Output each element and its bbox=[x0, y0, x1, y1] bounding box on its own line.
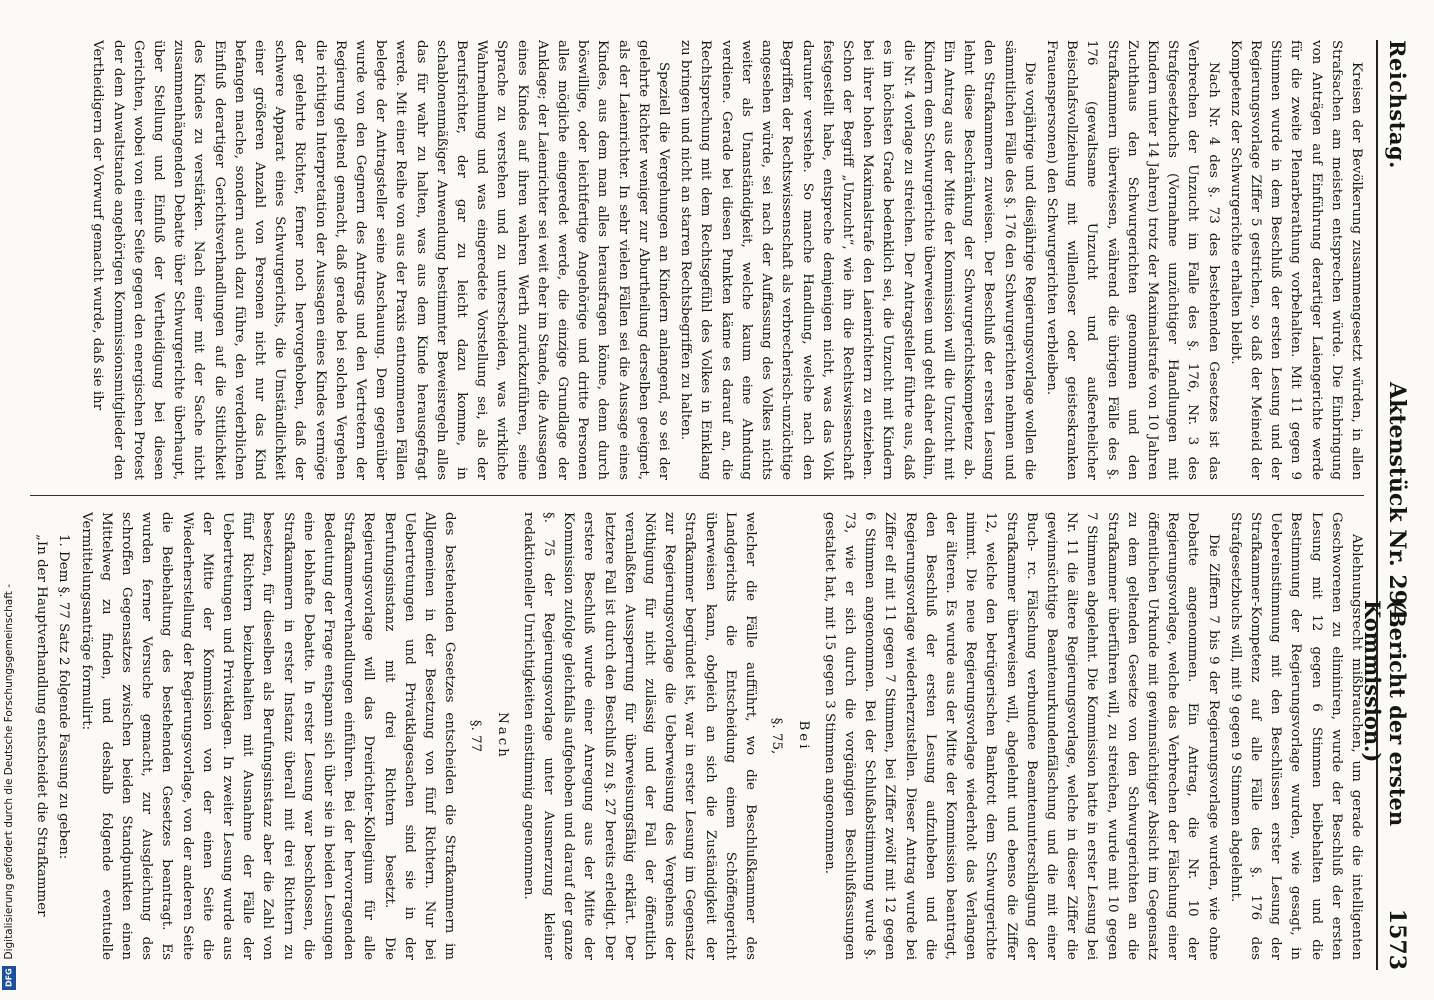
paragraph: Speziell die Vergehungen an Kindern anlangend, so sei der gelehrte Richter weniger zur Aburtheilung derselben geeignet, als der Laienrichter. In sehr vielen Fällen sei die Aussage eines Kindes, aus dem man alles herausfragen könne, denn durch böswillige, oder leichtfertige Angehörige und dritte Personen alles mögliche eingeredet werde, die einzige Grundlage der Anklage; der Laienrichter sei weit eher im Stande, die Aussagen eines Kindes auf ihren wahren Werth zurückzuführen, seine Sprache zu verstehen und zu unterscheiden, was wirkliche Wahrnehmung und was eingeredete Vorstellung sei, als der Berufsrichter, der gar zu leicht dazu komme, in schablonenmäßiger Anwendung bestimmter Beweisregeln alles das für wahr zu halten, was aus dem Kinde herausgefragt werde. Mit einer Reihe von aus der Praxis entnommenen Fällen belegte der Antragsteller seine Anschauung. Dem gegenüber wurde von den Gegnern des Antrags und den Vertretern der Regierung geltend gemacht, daß gerade bei solchen Vergehen die richtigen Interpretation der Aussagen eines Kindes vermöge der gelehrte Richter, ferner noch hervorgehoben, daß der schwere Apparat eines Schwurgerichts, die Umständlichkeit einer größeren Anzahl von Personen nicht nur das Kind befangen mache, sondern auch dazu führe, den verderblichen Einfluß derartiger Gerichtsverhandlungen auf die Sittlichkeit des Kindes zu verstärken. Nach einer mit der Sache nicht zusammenhängenden Debatte über Schwurgerichte überhaupt, über Stellung und Einfluß der Vertheidigung bei diesen Gerichten, wobei von einer Seite gegen den energischen Protest der dem Anwaltstande angehörigen Kommissionsmitglieder den Vertheidigern der Vorwurf gemacht wurde, daß sie ihr bbox=[90, 40, 672, 480]
paragraph: Die vorjährige und diesjährige Regierungsvorlage wollen die sämmtlichen Fälle des §. 176 den Schwurgerichten nehmen und den Strafkammern zuweisen. Der Beschluß der ersten Lesung lehnt diese Beschränkung der Schwurgerichtskompetenz ab. Ein Antrag aus der Mitte der Kommission will die Unzucht mit Kindern dem Schwurgerichte überweisen und geht daher dahin, die Nr. 4 vorlage zu streichen. Der Antragsteller führte aus, daß es im höchsten Grade bedenklich sei, die Unzucht mit Kindern bei ihrer hohen Maximalstrafe den Laienrichtern zu entziehen. Schon der Begriff „Unzucht“, wie ihn die Rechtswissenschaft festgestellt habe, entspreche demjenigen nicht, was das Volk darunter verstehe. So manche Handlung, welche nach den Begriffen der Rechtswissenschaft als verbrecherisch-unzüchtige angesehen würde, sei nach der Auffassung des Volkes nichts weiter als Unanständigkeit, welche kaum eine Ahndung verdiene. Gerade bei diesen Punkten käme es darauf an, die Rechtsprechung mit dem Rechtsgefühl des Volkes in Einklang zu bringen und nicht an starren Rechtsbegriffen zu halten. bbox=[678, 40, 1037, 480]
funding-notice: Digitalisierung gefördert durch die Deutsche Forschungsgemeinschaft - bbox=[3, 584, 15, 960]
paragraph: Ablehnungsrecht mißbrauchen, um gerade die intelligenten Geschworenen zu eliminiren, wurde der Beschluß der ersten Lesung mit 12 gegen 6 Stimmen beibehalten und die Bestimmung der Regierungsvorlage wurden, wie gesagt, in Uebereinstimmung mit den Beschlüssen erster Lesung der Strafkammer-Kompetenz auf alle Fälle des §. 176 des Strafgesetzbuchs will, mit 9 gegen 9 Stimmen abgelehnt. bbox=[1227, 512, 1364, 960]
digitization-sidebar bbox=[0, 0, 18, 1000]
list-item: 1. Dem §. 77 Satz 2 folgende Fassung zu geben: bbox=[56, 534, 72, 860]
section-75-heading: §. 75, bbox=[769, 717, 785, 755]
page-header bbox=[1360, 40, 1412, 970]
header-title: Aktenstück Nr. 294. bbox=[1384, 382, 1410, 628]
column-divider bbox=[30, 495, 1364, 496]
paragraph: Die Ziffern 7 bis 9 der Regierungsvorlage wurden, wie ohne Debatte angenommen. Ein Antrag, die Nr. 10 der Regierungsvorlage, welche das Verbrechen der Fälschung einer öffentlichen Urkunde mit gewinnsüchtiger Absicht im Gegensatz zu dem geltenden Gesetze von den Schwurgerichten an die Strafkammer überführen will, zu streichen, wurde mit 10 gegen 7 Stimmen abgelehnt. Die Kommission hatte in erster Lesung bei Nr. 11 die ältere Regierungsvorlage, welche in dieser Ziffer die gewinnsüchtige Beamtenurkundenfälschung und die mit einer Buch- rc. Fälschung verbundene Beamtenunterschlagung der Strafkammer überweisen will, abgelehnt und ebenso die Ziffer 12, welche den betrügerischen Bankrott dem Schwurgerichte nimmt. Die neue Regierungsvorlage wiederholt das Verlangen der älteren. Es wurde aus der Mitte der Kommission beantragt, den Beschluß der ersten Lesung aufzuheben und die Regierungsvorlage wiederherzustellen. Dieser Antrag wurde bei Ziffer elf mit 11 gegen 7 Stimmen, bei Ziffer zwölf mit 12 gegen 6 Stimmen angenommen. Bei der Schlußabstimmung wurde §. 73, wie er sich durch die vorgängigen Beschlußfassungen gestaltet hat, mit 15 gegen 3 Stimmen angenommen. bbox=[821, 512, 1221, 960]
page-number: 1573 bbox=[1384, 908, 1410, 970]
paragraph: welcher die Fälle aufführt, wo die Beschlußkammer des Landgerichts die Entscheidung einem Schöffengericht überweisen kann, obgleich an sich die Zuständigkeit der Strafkammer begründet ist, war in erster Lesung im Gegensatz zur Regierungsvorlage die Ueberweisung des Vergehens der Nöthigung für nicht zulässig und der Fall der öffentlich veranlaßten Aussperrung für überweisungsfähig erklärt. Der letztere Fall ist durch den Beschluß zu §. 27 bereits erledigt. Der erstere Beschluß wurde einer Anregung aus der Mitte der Kommission zufolge gleichfalls aufgehoben und darauf der ganze §. 75 der Regierungsvorlage unter Ausmerzung kleiner redaktioneller Unrichtigkeiten einstimmig angenommen. bbox=[520, 512, 759, 960]
paragraph: Kreisen der Bevölkerung zusammengesetzt würden, in allen Strafsachen am meisten entsprechen würde. Die Einbringung von Anträgen auf Einführung derartiger Laiengerichte werde für die zweite Plenarberathung vorbehalten. Mit 11 gegen 9 Stimmen wurde in dem Beschluß der ersten Lesung und der Regierungsvorlage Ziffer 5 gestrichen, so daß der Meineid der Kompetenz der Schwurgerichte erhalten bleibt. bbox=[1227, 40, 1364, 480]
header-subtitle: (Bericht der ersten Kommission.) bbox=[1360, 600, 1410, 827]
nach-heading: Nach bbox=[494, 712, 510, 760]
right-column bbox=[24, 512, 1366, 960]
left-column bbox=[24, 40, 1366, 480]
quote: „In der Hauptverhandlung entscheidet die Strafkammer bbox=[34, 534, 50, 917]
paragraph: Nach Nr. 4 des §. 73 des bestehenden Gesetzes ist das Verbrechen der Unzucht im Falle des §. 176, Nr. 3 des Strafgesetzbuchs (Vornahme unzüchtiger Handlungen mit Kindern unter 14 Jahren) trotz der Maximalstrafe von 10 Jahren Zuchthaus den Schwurgerichten genommen und den Strafkammern überwiesen, während die übrigen Fälle des §. 176 (gewaltsame Unzucht und außerehelicher Beischlafsvollziehung mit willenloser oder geisteskranken Frauenspersonen) den Schwurgerichten verbleiben. bbox=[1043, 40, 1221, 480]
section-77-heading: §. 77 bbox=[468, 719, 484, 753]
header-left: Reichstag. bbox=[1385, 40, 1410, 169]
bei-heading: Bei bbox=[795, 720, 811, 752]
paragraph: des bestehenden Gesetzes entscheiden die Strafkammern im Allgemeinen in der Besetzung von fünf Richtern. Nur bei Uebertretungen und Privatklagesachen sind sie in der Berufungsinstanz mit drei Richtern besetzt. Die Regierungsvorlage will das Dreirichter-Kollegium für alle Strafkammerverhandlungen einführen. Bei der hervorragenden Bedeutung der Frage entspann sich über sie in beiden Lesungen eine lebhafte Debatte. In erster Lesung war beschlossen, die Strafkammern in erster Instanz überall mit drei Richtern zu besetzen, für dieselben als Berufungsinstanz aber die Zahl von fünf Richtern beizubehalten mit Ausnahme der Fälle der Uebertretungen und Privatklagen. In zweiter Lesung wurde aus der Mitte der Kommission von der einen Seite die Wiederherstellung der Regierungsvorlage, von der anderen Seite die Beibehaltung des bestehenden Gesetzes beantragt. Es wurden ferner Versuche gemacht, zur Ausgleichung des schroffen Gegensatzes zwischen beiden Standpunkten einen Mittelweg zu finden, und deshalb folgende eventuelle Vermittelungsanträge formulirt: bbox=[78, 512, 458, 960]
dfg-logo: DFG bbox=[2, 966, 16, 990]
